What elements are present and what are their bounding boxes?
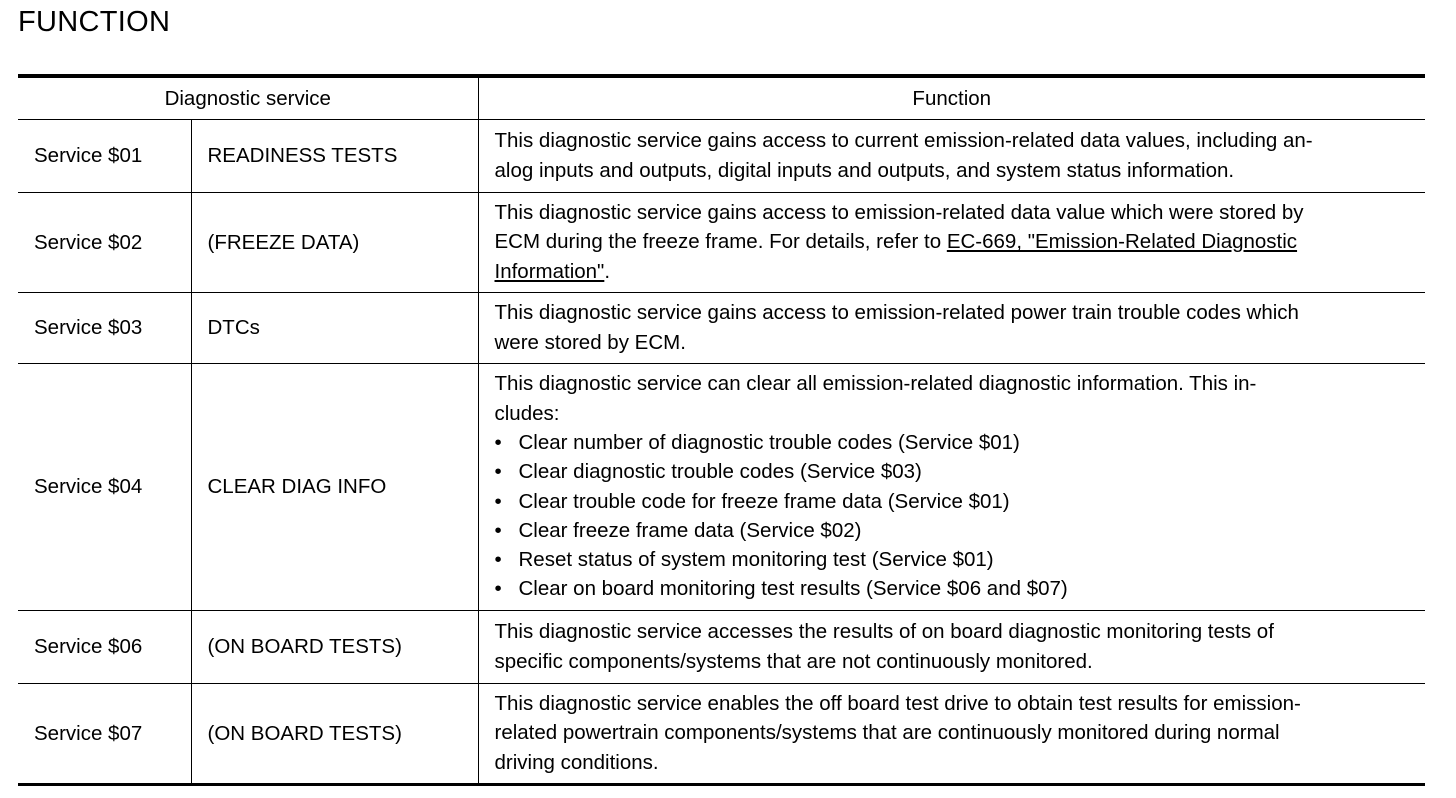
bullet-icon: • (494, 460, 502, 484)
list-item (495, 457, 1416, 486)
description-line: This diagnostic service accesses the results of on board diagnostic monitoring tests of (494, 620, 1274, 644)
list-item-text: Clear trouble code for freeze frame data (Service $01) (518, 489, 1010, 513)
service-name: CLEAR DIAG INFO (191, 364, 478, 611)
description-line: This diagnostic service gains access to emission-related power train trouble codes which (494, 301, 1299, 325)
bullet-icon: • (494, 430, 502, 454)
service-code: Service $02 (18, 193, 191, 293)
page-title: FUNCTION (18, 6, 171, 38)
description-line: alog inputs and outputs, digital inputs and outputs, and system status information. (494, 158, 1235, 182)
description-text: . (604, 259, 611, 283)
list-item-text: Clear freeze frame data (Service $02) (518, 518, 862, 542)
table-row (18, 120, 1425, 193)
description-text: ECM during the freeze frame. For details, refer to (494, 230, 947, 254)
description-line: specific components/systems that are not continuously monitored. (494, 649, 1093, 673)
reference-link[interactable]: EC-669, "Emission-Related Diagnostic (946, 230, 1298, 254)
table-row (18, 611, 1425, 684)
bullet-icon: • (494, 489, 502, 513)
description-line: This diagnostic service gains access to current emission-related data values, including an- (494, 129, 1313, 153)
list-item (495, 487, 1416, 516)
description-line: driving conditions. (494, 750, 659, 774)
description-line: This diagnostic service gains access to emission-related data value which were stored by (494, 201, 1304, 225)
header-diagnostic-service: Diagnostic service (18, 76, 478, 120)
service-code: Service $03 (18, 293, 191, 364)
service-code: Service $07 (18, 684, 191, 785)
list-item-text: Clear diagnostic trouble codes (Service $03) (518, 460, 922, 484)
service-name: (FREEZE DATA) (191, 193, 478, 293)
service-description (478, 684, 1425, 785)
diagnostic-service-table (18, 74, 1425, 786)
service-name: (ON BOARD TESTS) (191, 611, 478, 684)
list-item-text: Clear number of diagnostic trouble codes (Service $01) (518, 430, 1020, 454)
table-row (18, 293, 1425, 364)
bullet-icon: • (494, 518, 502, 542)
service-name: READINESS TESTS (191, 120, 478, 193)
description-line (495, 257, 1416, 286)
service-description (478, 193, 1425, 293)
service-code: Service $01 (18, 120, 191, 193)
description-line: This diagnostic service can clear all emission-related diagnostic information. This in- (494, 372, 1257, 396)
description-line: related powertrain components/systems that are continuously monitored during normal (494, 721, 1280, 745)
table-row (18, 684, 1425, 785)
reference-link-continued[interactable]: Information" (494, 259, 605, 283)
bullet-icon: • (494, 577, 502, 601)
description-line: were stored by ECM. (494, 330, 686, 354)
bullet-list (495, 428, 1416, 604)
service-code: Service $06 (18, 611, 191, 684)
list-item-text: Reset status of system monitoring test (Service $01) (518, 548, 994, 572)
list-item (495, 545, 1416, 574)
table-row (18, 364, 1425, 611)
description-line: cludes: (494, 401, 560, 425)
table-header-row (18, 76, 1425, 120)
description-line: This diagnostic service enables the off board test drive to obtain test results for emission- (494, 692, 1301, 716)
list-item (495, 516, 1416, 545)
service-description (478, 364, 1425, 611)
service-code: Service $04 (18, 364, 191, 611)
list-item-text: Clear on board monitoring test results (Service $06 and $07) (518, 577, 1068, 601)
list-item (495, 428, 1416, 457)
header-function: Function (478, 76, 1425, 120)
description-line (495, 227, 1416, 256)
service-description (478, 120, 1425, 193)
bullet-icon: • (494, 548, 502, 572)
table-row (18, 193, 1425, 293)
service-name: DTCs (191, 293, 478, 364)
list-item (495, 574, 1416, 603)
service-description (478, 611, 1425, 684)
service-description (478, 293, 1425, 364)
service-name: (ON BOARD TESTS) (191, 684, 478, 785)
